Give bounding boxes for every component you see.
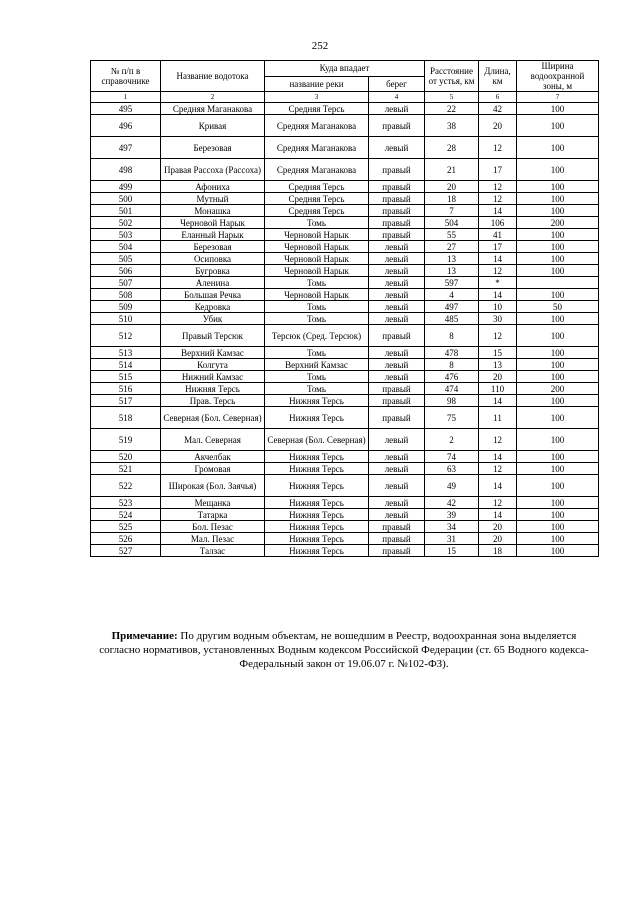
cell-width: 100 — [517, 115, 599, 137]
cell-distance: 98 — [425, 395, 479, 407]
cell-num: 502 — [91, 217, 161, 229]
header-width: Ширина водоохранной зоны, м — [517, 61, 599, 92]
cell-length: 20 — [479, 521, 517, 533]
cell-bank: левый — [369, 253, 425, 265]
table-row — [91, 395, 599, 407]
cell-river: Средняя Маганакова — [265, 137, 369, 159]
cell-distance: 13 — [425, 253, 479, 265]
table-row — [91, 325, 599, 347]
cell-river: Черновой Нарык — [265, 241, 369, 253]
table-row — [91, 217, 599, 229]
cell-distance: 8 — [425, 325, 479, 347]
note — [90, 629, 598, 671]
table-row — [91, 429, 599, 451]
cell-distance: 2 — [425, 429, 479, 451]
cell-length: 13 — [479, 359, 517, 371]
cell-length: 30 — [479, 313, 517, 325]
cell-name: Нижняя Терсь — [161, 383, 265, 395]
cell-bank: левый — [369, 429, 425, 451]
cell-river: Нижняя Терсь — [265, 497, 369, 509]
cell-num: 519 — [91, 429, 161, 451]
cell-length: 18 — [479, 545, 517, 557]
cell-distance: 474 — [425, 383, 479, 395]
column-number: 1 — [91, 92, 161, 103]
cell-river: Средняя Маганакова — [265, 115, 369, 137]
cell-river: Средняя Маганакова — [265, 159, 369, 181]
cell-name: Широкая (Бол. Заячья) — [161, 475, 265, 497]
table-row — [91, 497, 599, 509]
cell-num: 516 — [91, 383, 161, 395]
cell-name: Кривая — [161, 115, 265, 137]
table-row — [91, 193, 599, 205]
cell-name: Нижний Камзас — [161, 371, 265, 383]
table-row — [91, 347, 599, 359]
cell-distance: 55 — [425, 229, 479, 241]
cell-num: 515 — [91, 371, 161, 383]
cell-distance: 21 — [425, 159, 479, 181]
cell-distance: 497 — [425, 301, 479, 313]
cell-name: Березовая — [161, 241, 265, 253]
cell-length: 12 — [479, 325, 517, 347]
cell-bank: левый — [369, 265, 425, 277]
cell-bank: правый — [369, 533, 425, 545]
cell-distance: 18 — [425, 193, 479, 205]
cell-num: 517 — [91, 395, 161, 407]
cell-num: 527 — [91, 545, 161, 557]
cell-river: Средняя Терсь — [265, 205, 369, 217]
cell-length: 12 — [479, 497, 517, 509]
cell-river: Средняя Терсь — [265, 181, 369, 193]
cell-width — [517, 277, 599, 289]
cell-distance: 74 — [425, 451, 479, 463]
cell-name: Аленина — [161, 277, 265, 289]
header-num: № п/п в справочнике — [91, 61, 161, 92]
cell-width: 100 — [517, 545, 599, 557]
cell-bank: левый — [369, 463, 425, 475]
cell-num: 513 — [91, 347, 161, 359]
cell-length: 12 — [479, 137, 517, 159]
column-number: 5 — [425, 92, 479, 103]
cell-num: 514 — [91, 359, 161, 371]
cell-name: Правая Рассоха (Рассоха) — [161, 159, 265, 181]
cell-river: Средняя Терсь — [265, 193, 369, 205]
cell-bank: правый — [369, 383, 425, 395]
cell-distance: 63 — [425, 463, 479, 475]
cell-num: 505 — [91, 253, 161, 265]
cell-name: Кедровка — [161, 301, 265, 313]
cell-river: Томь — [265, 277, 369, 289]
cell-distance: 39 — [425, 509, 479, 521]
column-number: 3 — [265, 92, 369, 103]
table-row — [91, 509, 599, 521]
cell-length: 15 — [479, 347, 517, 359]
cell-num: 522 — [91, 475, 161, 497]
cell-river: Томь — [265, 383, 369, 395]
note-text: По другим водным объектам, не вошедшим в Реестр, водоохранная зона выделяется согласно нормативов, установленных Водным кодексом Российской Федерации (ст. 65 Водного кодекса-Федеральный закон от 19.06.07 г. №102-ФЗ). — [99, 630, 589, 670]
cell-width: 100 — [517, 521, 599, 533]
cell-bank: левый — [369, 241, 425, 253]
cell-length: 42 — [479, 103, 517, 115]
cell-num: 500 — [91, 193, 161, 205]
cell-bank: правый — [369, 193, 425, 205]
cell-length: 14 — [479, 205, 517, 217]
table-row — [91, 103, 599, 115]
cell-river: Томь — [265, 313, 369, 325]
cell-river: Томь — [265, 347, 369, 359]
cell-bank: левый — [369, 347, 425, 359]
cell-width: 100 — [517, 533, 599, 545]
cell-river: Терсюк (Сред. Терсюк) — [265, 325, 369, 347]
cell-bank: левый — [369, 359, 425, 371]
cell-river: Нижняя Терсь — [265, 395, 369, 407]
cell-distance: 34 — [425, 521, 479, 533]
page-number: 252 — [311, 40, 329, 52]
cell-bank: правый — [369, 229, 425, 241]
cell-num: 501 — [91, 205, 161, 217]
cell-river: Средняя Терсь — [265, 103, 369, 115]
cell-distance: 8 — [425, 359, 479, 371]
cell-name: Акчелбак — [161, 451, 265, 463]
cell-distance: 27 — [425, 241, 479, 253]
header-bank: берег — [369, 76, 425, 92]
cell-name: Еланный Нарык — [161, 229, 265, 241]
cell-length: 20 — [479, 371, 517, 383]
cell-width: 100 — [517, 159, 599, 181]
table-row — [91, 205, 599, 217]
cell-river: Черновой Нарык — [265, 289, 369, 301]
cell-name: Талзас — [161, 545, 265, 557]
table-body — [91, 103, 599, 557]
cell-bank: правый — [369, 521, 425, 533]
cell-width: 100 — [517, 395, 599, 407]
cell-length: 106 — [479, 217, 517, 229]
cell-distance: 31 — [425, 533, 479, 545]
cell-width: 100 — [517, 205, 599, 217]
cell-distance: 22 — [425, 103, 479, 115]
table-row — [91, 463, 599, 475]
cell-distance: 485 — [425, 313, 479, 325]
cell-bank: левый — [369, 371, 425, 383]
cell-bank: левый — [369, 103, 425, 115]
table-row — [91, 359, 599, 371]
cell-name: Убик — [161, 313, 265, 325]
cell-river: Нижняя Терсь — [265, 407, 369, 429]
cell-bank: левый — [369, 301, 425, 313]
cell-num: 525 — [91, 521, 161, 533]
cell-length: * — [479, 277, 517, 289]
cell-width: 100 — [517, 475, 599, 497]
cell-name: Правый Терсюк — [161, 325, 265, 347]
cell-width: 200 — [517, 217, 599, 229]
cell-num: 510 — [91, 313, 161, 325]
cell-length: 12 — [479, 193, 517, 205]
cell-width: 100 — [517, 359, 599, 371]
table-row — [91, 115, 599, 137]
cell-bank: левый — [369, 289, 425, 301]
cell-river: Томь — [265, 301, 369, 313]
cell-river: Нижняя Терсь — [265, 463, 369, 475]
cell-num: 523 — [91, 497, 161, 509]
cell-distance: 28 — [425, 137, 479, 159]
cell-width: 200 — [517, 383, 599, 395]
table-row — [91, 229, 599, 241]
cell-width: 100 — [517, 371, 599, 383]
cell-length: 11 — [479, 407, 517, 429]
cell-length: 20 — [479, 115, 517, 137]
cell-num: 504 — [91, 241, 161, 253]
water-protection-table — [90, 60, 599, 557]
cell-bank: правый — [369, 181, 425, 193]
cell-length: 14 — [479, 509, 517, 521]
cell-name: Бугровка — [161, 265, 265, 277]
cell-width: 100 — [517, 265, 599, 277]
cell-name: Северная (Бол. Северная) — [161, 407, 265, 429]
cell-length: 17 — [479, 159, 517, 181]
cell-distance: 478 — [425, 347, 479, 359]
cell-bank: левый — [369, 451, 425, 463]
cell-length: 14 — [479, 395, 517, 407]
table-row — [91, 289, 599, 301]
cell-length: 12 — [479, 463, 517, 475]
cell-length: 17 — [479, 241, 517, 253]
cell-num: 507 — [91, 277, 161, 289]
cell-length: 12 — [479, 429, 517, 451]
cell-name: Верхний Камзас — [161, 347, 265, 359]
cell-river: Нижняя Терсь — [265, 509, 369, 521]
cell-length: 14 — [479, 253, 517, 265]
cell-length: 110 — [479, 383, 517, 395]
cell-length: 14 — [479, 475, 517, 497]
note-label: Примечание: — [111, 630, 178, 642]
table-row — [91, 451, 599, 463]
cell-distance: 4 — [425, 289, 479, 301]
cell-name: Мал. Северная — [161, 429, 265, 451]
cell-bank: левый — [369, 277, 425, 289]
cell-width: 100 — [517, 497, 599, 509]
cell-width: 100 — [517, 451, 599, 463]
cell-num: 495 — [91, 103, 161, 115]
cell-distance: 49 — [425, 475, 479, 497]
cell-num: 518 — [91, 407, 161, 429]
cell-distance: 13 — [425, 265, 479, 277]
cell-num: 499 — [91, 181, 161, 193]
cell-river: Черновой Нарык — [265, 253, 369, 265]
cell-width: 100 — [517, 193, 599, 205]
cell-river: Северная (Бол. Северная) — [265, 429, 369, 451]
cell-bank: левый — [369, 509, 425, 521]
cell-bank: правый — [369, 115, 425, 137]
cell-width: 100 — [517, 289, 599, 301]
cell-name: Монашка — [161, 205, 265, 217]
cell-name: Мещанка — [161, 497, 265, 509]
table-row — [91, 545, 599, 557]
cell-distance: 597 — [425, 277, 479, 289]
cell-name: Березовая — [161, 137, 265, 159]
cell-num: 497 — [91, 137, 161, 159]
cell-river: Нижняя Терсь — [265, 533, 369, 545]
table-row — [91, 383, 599, 395]
cell-num: 509 — [91, 301, 161, 313]
header-length: Длина, км — [479, 61, 517, 92]
cell-name: Большая Речка — [161, 289, 265, 301]
cell-bank: левый — [369, 497, 425, 509]
cell-num: 498 — [91, 159, 161, 181]
table-row — [91, 265, 599, 277]
cell-distance: 38 — [425, 115, 479, 137]
cell-river: Томь — [265, 217, 369, 229]
cell-width: 100 — [517, 463, 599, 475]
cell-num: 521 — [91, 463, 161, 475]
cell-width: 100 — [517, 509, 599, 521]
cell-length: 12 — [479, 265, 517, 277]
cell-bank: правый — [369, 407, 425, 429]
table-row — [91, 301, 599, 313]
table-row — [91, 475, 599, 497]
cell-num: 524 — [91, 509, 161, 521]
table-row — [91, 313, 599, 325]
cell-num: 496 — [91, 115, 161, 137]
cell-name: Осиповка — [161, 253, 265, 265]
header-river: название реки — [265, 76, 369, 92]
cell-name: Бол. Пезас — [161, 521, 265, 533]
cell-bank: левый — [369, 137, 425, 159]
column-number-row — [91, 92, 599, 103]
cell-length: 14 — [479, 289, 517, 301]
cell-length: 10 — [479, 301, 517, 313]
column-number: 7 — [517, 92, 599, 103]
table-row — [91, 371, 599, 383]
header-distance: Расстояние от устья, км — [425, 61, 479, 92]
cell-river: Томь — [265, 371, 369, 383]
cell-river: Черновой Нарык — [265, 229, 369, 241]
cell-name: Прав. Терсь — [161, 395, 265, 407]
column-number: 6 — [479, 92, 517, 103]
cell-bank: правый — [369, 159, 425, 181]
cell-river: Нижняя Терсь — [265, 451, 369, 463]
cell-width: 100 — [517, 325, 599, 347]
cell-num: 508 — [91, 289, 161, 301]
cell-width: 100 — [517, 253, 599, 265]
cell-name: Средняя Маганакова — [161, 103, 265, 115]
cell-river: Верхний Камзас — [265, 359, 369, 371]
table-row — [91, 159, 599, 181]
cell-num: 512 — [91, 325, 161, 347]
cell-width: 100 — [517, 103, 599, 115]
table-row — [91, 253, 599, 265]
table-row — [91, 241, 599, 253]
cell-num: 506 — [91, 265, 161, 277]
cell-name: Колгута — [161, 359, 265, 371]
cell-length: 20 — [479, 533, 517, 545]
cell-river: Нижняя Терсь — [265, 545, 369, 557]
cell-width: 100 — [517, 241, 599, 253]
cell-name: Татарка — [161, 509, 265, 521]
cell-width: 100 — [517, 181, 599, 193]
cell-length: 14 — [479, 451, 517, 463]
cell-width: 100 — [517, 407, 599, 429]
table-row — [91, 521, 599, 533]
column-number: 4 — [369, 92, 425, 103]
cell-width: 50 — [517, 301, 599, 313]
cell-river: Нижняя Терсь — [265, 475, 369, 497]
table-row — [91, 407, 599, 429]
table-row — [91, 137, 599, 159]
cell-bank: правый — [369, 205, 425, 217]
cell-distance: 20 — [425, 181, 479, 193]
cell-num: 520 — [91, 451, 161, 463]
cell-length: 12 — [479, 181, 517, 193]
column-number: 2 — [161, 92, 265, 103]
cell-river: Черновой Нарык — [265, 265, 369, 277]
cell-length: 41 — [479, 229, 517, 241]
table-row — [91, 181, 599, 193]
cell-width: 100 — [517, 229, 599, 241]
header-name: Название водотока — [161, 61, 265, 92]
cell-name: Громовая — [161, 463, 265, 475]
cell-distance: 75 — [425, 407, 479, 429]
cell-name: Черновой Нарык — [161, 217, 265, 229]
cell-bank: правый — [369, 545, 425, 557]
table-row — [91, 533, 599, 545]
cell-bank: правый — [369, 325, 425, 347]
cell-bank: правый — [369, 217, 425, 229]
cell-distance: 504 — [425, 217, 479, 229]
cell-river: Нижняя Терсь — [265, 521, 369, 533]
cell-num: 503 — [91, 229, 161, 241]
cell-width: 100 — [517, 137, 599, 159]
cell-num: 526 — [91, 533, 161, 545]
cell-bank: правый — [369, 395, 425, 407]
cell-distance: 7 — [425, 205, 479, 217]
cell-bank: левый — [369, 313, 425, 325]
cell-width: 100 — [517, 313, 599, 325]
cell-bank: левый — [369, 475, 425, 497]
cell-distance: 15 — [425, 545, 479, 557]
cell-name: Мутный — [161, 193, 265, 205]
table-row — [91, 277, 599, 289]
cell-distance: 42 — [425, 497, 479, 509]
cell-width: 100 — [517, 347, 599, 359]
cell-distance: 476 — [425, 371, 479, 383]
cell-name: Мал. Пезас — [161, 533, 265, 545]
header-inflow: Куда впадает — [265, 61, 425, 77]
cell-width: 100 — [517, 429, 599, 451]
cell-name: Афониха — [161, 181, 265, 193]
